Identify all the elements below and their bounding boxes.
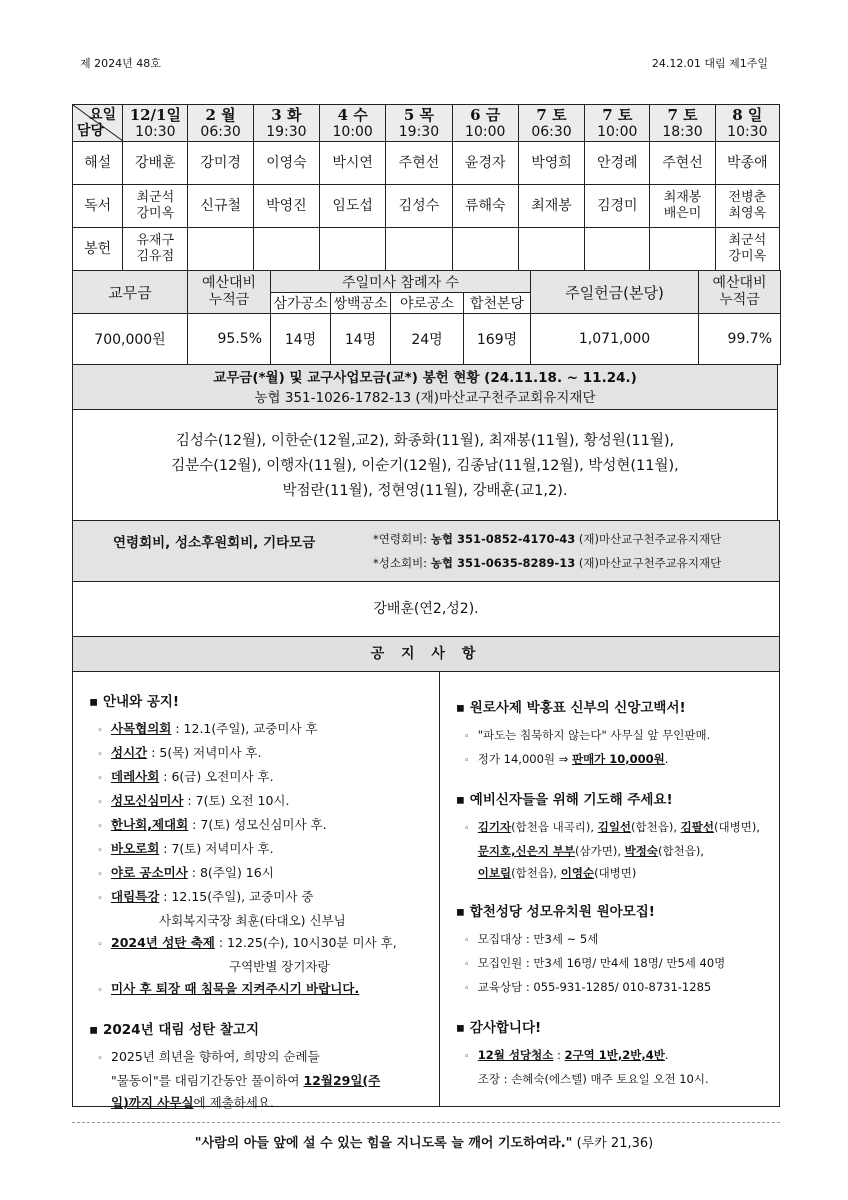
offering-value: 1,071,000 bbox=[531, 314, 699, 365]
budget1-value: 95.5% bbox=[188, 314, 271, 365]
attend-hapcheon: 169명 bbox=[464, 314, 531, 365]
day-label: 7 토 bbox=[602, 105, 633, 124]
assignee-cell bbox=[386, 228, 452, 271]
assignee-name: 임도섭 bbox=[332, 198, 373, 214]
assignee-cell bbox=[715, 142, 779, 185]
divider bbox=[72, 1122, 780, 1123]
assignee-cell bbox=[253, 142, 319, 185]
sub-ssangbaek: 쌍백공소 bbox=[331, 293, 391, 314]
assignee-name: 박시연 bbox=[332, 155, 373, 171]
notice-section: ▪ 원로사제 박홍표 신부의 신앙고백서! bbox=[455, 700, 686, 716]
budget2-header: 예산대비 누적금 bbox=[699, 271, 781, 314]
offering-names-line: 김분수(12월), 이행자(11월), 이순기(12월), 김종남(11월,12월), 박성현(11월), bbox=[171, 458, 679, 474]
notice-item: ◦ 성시간 : 5(목) 저녁미사 후. bbox=[97, 745, 262, 760]
day-header-cell bbox=[123, 105, 188, 142]
notice-item: ◦ 데레사회 : 6(금) 오전미사 후. bbox=[97, 769, 274, 784]
assignee-name: 최재봉 bbox=[663, 190, 702, 205]
attend-yaro: 24명 bbox=[391, 314, 464, 365]
assignee-cell bbox=[123, 185, 188, 228]
assignee-name: 강미옥 bbox=[136, 206, 175, 221]
day-header-cell bbox=[650, 105, 715, 142]
corner-top: 요일 bbox=[89, 107, 117, 123]
budget2-value: 99.7% bbox=[699, 314, 781, 365]
notice-item: ◦ 김기자(합천읍 내곡리), 김일선(합천읍), 김팔선(대병면), bbox=[464, 820, 760, 834]
assignee-cell bbox=[188, 228, 253, 271]
assignee-name: 최군석 bbox=[136, 190, 175, 205]
attendance-header: 주일미사 참례자 수 bbox=[271, 271, 531, 293]
assignee-cell bbox=[386, 185, 452, 228]
sub-samga: 삼가공소 bbox=[271, 293, 331, 314]
mass-schedule-table bbox=[72, 104, 780, 271]
notice-item: ◦ 한나회,제대회 : 7(토) 성모신심미사 후. bbox=[97, 817, 327, 832]
offering-account: 농협 351-1026-1782-13 (재)마산교구천주교회유지재단 bbox=[254, 390, 596, 406]
schedule-header-row bbox=[73, 105, 780, 142]
assignee-cell bbox=[452, 142, 518, 185]
donation-account-2: *성소회비: 농협 351-0635-8289-13 (재)마산교구천주교유지재단 bbox=[373, 556, 722, 570]
notice-item: 구역반별 장기자랑 bbox=[229, 959, 330, 974]
day-label: 7 토 bbox=[536, 105, 567, 124]
day-header-cell bbox=[585, 105, 650, 142]
day-label: 12/1일 bbox=[129, 105, 181, 124]
schedule-row bbox=[73, 142, 780, 185]
day-label: 2 월 bbox=[205, 105, 236, 124]
budget1-header: 예산대비 누적금 bbox=[188, 271, 271, 314]
notice-right-column bbox=[440, 672, 779, 1106]
assignee-cell bbox=[452, 228, 518, 271]
notice-section: ▪ 감사합니다! bbox=[455, 1020, 542, 1036]
day-label: 6 금 bbox=[470, 105, 501, 124]
offering-title: 교무금(*월) 및 교구사업모금(교*) 봉헌 현황 (24.11.18. ~ 11.24.) bbox=[213, 370, 637, 386]
day-label: 4 수 bbox=[337, 105, 368, 124]
notice-section: ▪ 합천성당 성모유치원 원아모집! bbox=[455, 904, 655, 920]
assignee-cell bbox=[585, 142, 650, 185]
assignee-cell bbox=[650, 228, 715, 271]
notice-item: 문지호,신은지 부부(삼가면), 박정숙(합천읍), bbox=[477, 844, 704, 858]
day-header-cell bbox=[715, 105, 779, 142]
notice-item: 일)까지 사무실에 제출하세요. bbox=[111, 1095, 274, 1110]
donation-box bbox=[72, 520, 780, 582]
notice-item: ◦ 야로 공소미사 : 8(주일) 16시 bbox=[97, 865, 274, 880]
assignee-cell bbox=[650, 185, 715, 228]
assignee-cell bbox=[320, 228, 386, 271]
mass-time: 06:30 bbox=[531, 123, 572, 140]
assignee-name: 강배훈 bbox=[135, 155, 176, 171]
donation-names-box bbox=[72, 581, 780, 637]
mass-time: 19:30 bbox=[266, 123, 307, 140]
bulletin-frame bbox=[72, 104, 780, 1110]
corner-cell bbox=[73, 105, 123, 142]
assignee-cell bbox=[585, 228, 650, 271]
assignee-cell bbox=[585, 185, 650, 228]
notice-item: ◦ "파도는 침묵하지 않는다" 사무실 앞 무인판매. bbox=[464, 728, 711, 742]
day-label: 5 목 bbox=[403, 105, 435, 124]
schedule-row bbox=[73, 185, 780, 228]
notice-section: ▪ 예비신자들을 위해 기도해 주세요! bbox=[455, 792, 673, 808]
corner-bottom: 담당 bbox=[77, 123, 105, 139]
notice-item: 조장 : 손혜숙(에스텔) 매주 토요일 오전 10시. bbox=[477, 1072, 709, 1086]
assignee-name: 강미경 bbox=[200, 155, 241, 171]
assignee-name: 안경례 bbox=[596, 155, 638, 171]
notice-item: ◦ 2024년 성탄 축제 : 12.25(수), 10시30분 미사 후, bbox=[97, 935, 397, 950]
assignee-cell bbox=[188, 185, 253, 228]
day-header-cell bbox=[452, 105, 518, 142]
role-label: 독서 bbox=[73, 185, 123, 228]
notice-item: 이보림(합천읍), 이영순(대병면) bbox=[477, 866, 637, 880]
notice-item: ◦ 성모신심미사 : 7(토) 오전 10시. bbox=[97, 793, 290, 808]
assignee-name: 최재봉 bbox=[531, 198, 572, 214]
notice-item: ◦ 정가 14,000원 ⇒ 판매가 10,000원. bbox=[464, 752, 669, 766]
assignee-cell bbox=[188, 142, 253, 185]
notice-item: ◦ 모집대상 : 만3세 ~ 5세 bbox=[464, 932, 599, 946]
assignee-name: 전병춘 bbox=[728, 190, 767, 205]
day-label: 7 토 bbox=[667, 105, 698, 124]
assignee-cell bbox=[320, 185, 386, 228]
mass-time: 06:30 bbox=[200, 123, 241, 140]
donation-account-1: *연령회비: 농협 351-0852-4170-43 (재)마산교구천주교유지재단 bbox=[373, 532, 722, 546]
assignee-cell bbox=[452, 185, 518, 228]
offering-names-line: 김성수(12월), 이한순(12월,교2), 화종화(11월), 최재봉(11월), 황성원(11월), bbox=[175, 433, 675, 449]
mass-time: 10:00 bbox=[332, 123, 373, 140]
offering-names-box bbox=[72, 409, 778, 521]
day-header-cell bbox=[253, 105, 319, 142]
notice-item: ◦ 대림특강 : 12.15(주일), 교중미사 중 bbox=[97, 889, 314, 904]
day-header-cell bbox=[518, 105, 584, 142]
offering-header: 주일헌금(본당) bbox=[531, 271, 699, 314]
mass-time: 10:00 bbox=[597, 123, 638, 140]
donation-title: 연령회비, 성소후원회비, 기타모금 bbox=[113, 535, 316, 551]
offering-title-box bbox=[72, 364, 778, 410]
assignee-cell bbox=[715, 185, 779, 228]
donation-names: 강배훈(연2,성2). bbox=[373, 601, 479, 617]
assignee-cell bbox=[518, 228, 584, 271]
notice-columns bbox=[72, 671, 780, 1110]
assignee-name: 주현선 bbox=[398, 155, 440, 171]
notice-item: ◦ 사목협의회 : 12.1(주일), 교중미사 후 bbox=[97, 721, 318, 736]
assignee-cell bbox=[253, 228, 319, 271]
attend-ssangbaek: 14명 bbox=[331, 314, 391, 365]
assignee-cell bbox=[650, 142, 715, 185]
notice-left-column bbox=[73, 672, 440, 1110]
notice-item: ◦ 모집인원 : 만3세 16명/ 만4세 18명/ 만5세 40명 bbox=[464, 956, 726, 970]
notice-item: ◦ 바오로회 : 7(토) 저녁미사 후. bbox=[97, 841, 274, 856]
offering-names-line: 박점란(11월), 정현영(11월), 강배훈(교1,2). bbox=[282, 483, 568, 499]
mass-time: 10:00 bbox=[465, 123, 506, 140]
assignee-name: 윤경자 bbox=[464, 155, 506, 171]
assignee-name: 유재구 bbox=[136, 233, 175, 248]
assignee-name: 주현선 bbox=[662, 155, 703, 171]
kyomu-value: 700,000원 bbox=[73, 314, 188, 365]
assignee-cell bbox=[518, 185, 584, 228]
notice-item: ◦ 2025년 희년을 향하여, 희망의 순례들 bbox=[97, 1049, 320, 1064]
assignee-name: 박영진 bbox=[266, 198, 307, 214]
assignee-cell bbox=[123, 142, 188, 185]
day-header-cell bbox=[320, 105, 386, 142]
assignee-name: 박종애 bbox=[727, 155, 768, 171]
assignee-cell bbox=[123, 228, 188, 271]
schedule-row bbox=[73, 228, 780, 271]
assignee-name: 김경미 bbox=[596, 198, 638, 214]
summary-table bbox=[72, 270, 781, 365]
role-label: 해설 bbox=[73, 142, 123, 185]
sub-yaro: 야로공소 bbox=[391, 293, 464, 314]
issue-number: 제 2024년 48호 bbox=[80, 57, 161, 70]
notice-item: "물동이"를 대림기간동안 풀이하여 12월29일(주 bbox=[111, 1073, 381, 1088]
notice-item: ◦ 12월 성당청소 : 2구역 1반,2반,4반. bbox=[464, 1048, 669, 1062]
day-label: 3 화 bbox=[271, 105, 302, 124]
assignee-cell bbox=[253, 185, 319, 228]
notice-item: ◦ 미사 후 퇴장 때 침묵을 지켜주시기 바랍니다. bbox=[97, 981, 360, 996]
assignee-name: 박영희 bbox=[531, 155, 572, 171]
notice-item: ◦ 교육상담 : 055-931-1285/ 010-8731-1285 bbox=[464, 980, 712, 994]
assignee-name: 최군석 bbox=[728, 233, 767, 248]
kyomu-header: 교무금 bbox=[73, 271, 188, 314]
assignee-name: 배은미 bbox=[663, 206, 702, 221]
mass-time: 18:30 bbox=[662, 123, 703, 140]
assignee-cell bbox=[518, 142, 584, 185]
day-label: 8 일 bbox=[732, 105, 763, 124]
mass-time: 10:30 bbox=[135, 123, 176, 140]
assignee-name: 이영숙 bbox=[266, 155, 307, 171]
day-header-cell bbox=[386, 105, 452, 142]
notice-section: ▪ 2024년 대림 성탄 찰고지 bbox=[89, 1022, 260, 1038]
notice-section: ▪ 안내와 공지! bbox=[89, 694, 180, 710]
mass-time: 10:30 bbox=[727, 123, 768, 140]
assignee-name: 최영옥 bbox=[728, 206, 767, 221]
sub-hapcheon: 합천본당 bbox=[464, 293, 531, 314]
assignee-name: 류해숙 bbox=[464, 198, 506, 214]
assignee-name: 김성수 bbox=[398, 198, 440, 214]
attend-samga: 14명 bbox=[271, 314, 331, 365]
date-week: 24.12.01 대림 제1주일 bbox=[651, 57, 768, 70]
role-label: 봉헌 bbox=[73, 228, 123, 271]
assignee-cell bbox=[715, 228, 779, 271]
footer-quote: "사람의 아들 앞에 설 수 있는 힘을 지니도록 늘 깨어 기도하여라." (루카 21,36) bbox=[194, 1136, 654, 1151]
notice-items bbox=[89, 718, 429, 910]
assignee-name: 김유점 bbox=[136, 249, 175, 264]
notice-title: 공 지 사 항 bbox=[72, 636, 780, 672]
assignee-name: 강미옥 bbox=[728, 249, 767, 264]
assignee-name: 신규철 bbox=[200, 198, 241, 214]
day-header-cell bbox=[188, 105, 253, 142]
notice-item: 사회복지국장 최훈(타대오) 신부님 bbox=[159, 913, 346, 928]
assignee-cell bbox=[320, 142, 386, 185]
mass-time: 19:30 bbox=[398, 123, 440, 140]
assignee-cell bbox=[386, 142, 452, 185]
